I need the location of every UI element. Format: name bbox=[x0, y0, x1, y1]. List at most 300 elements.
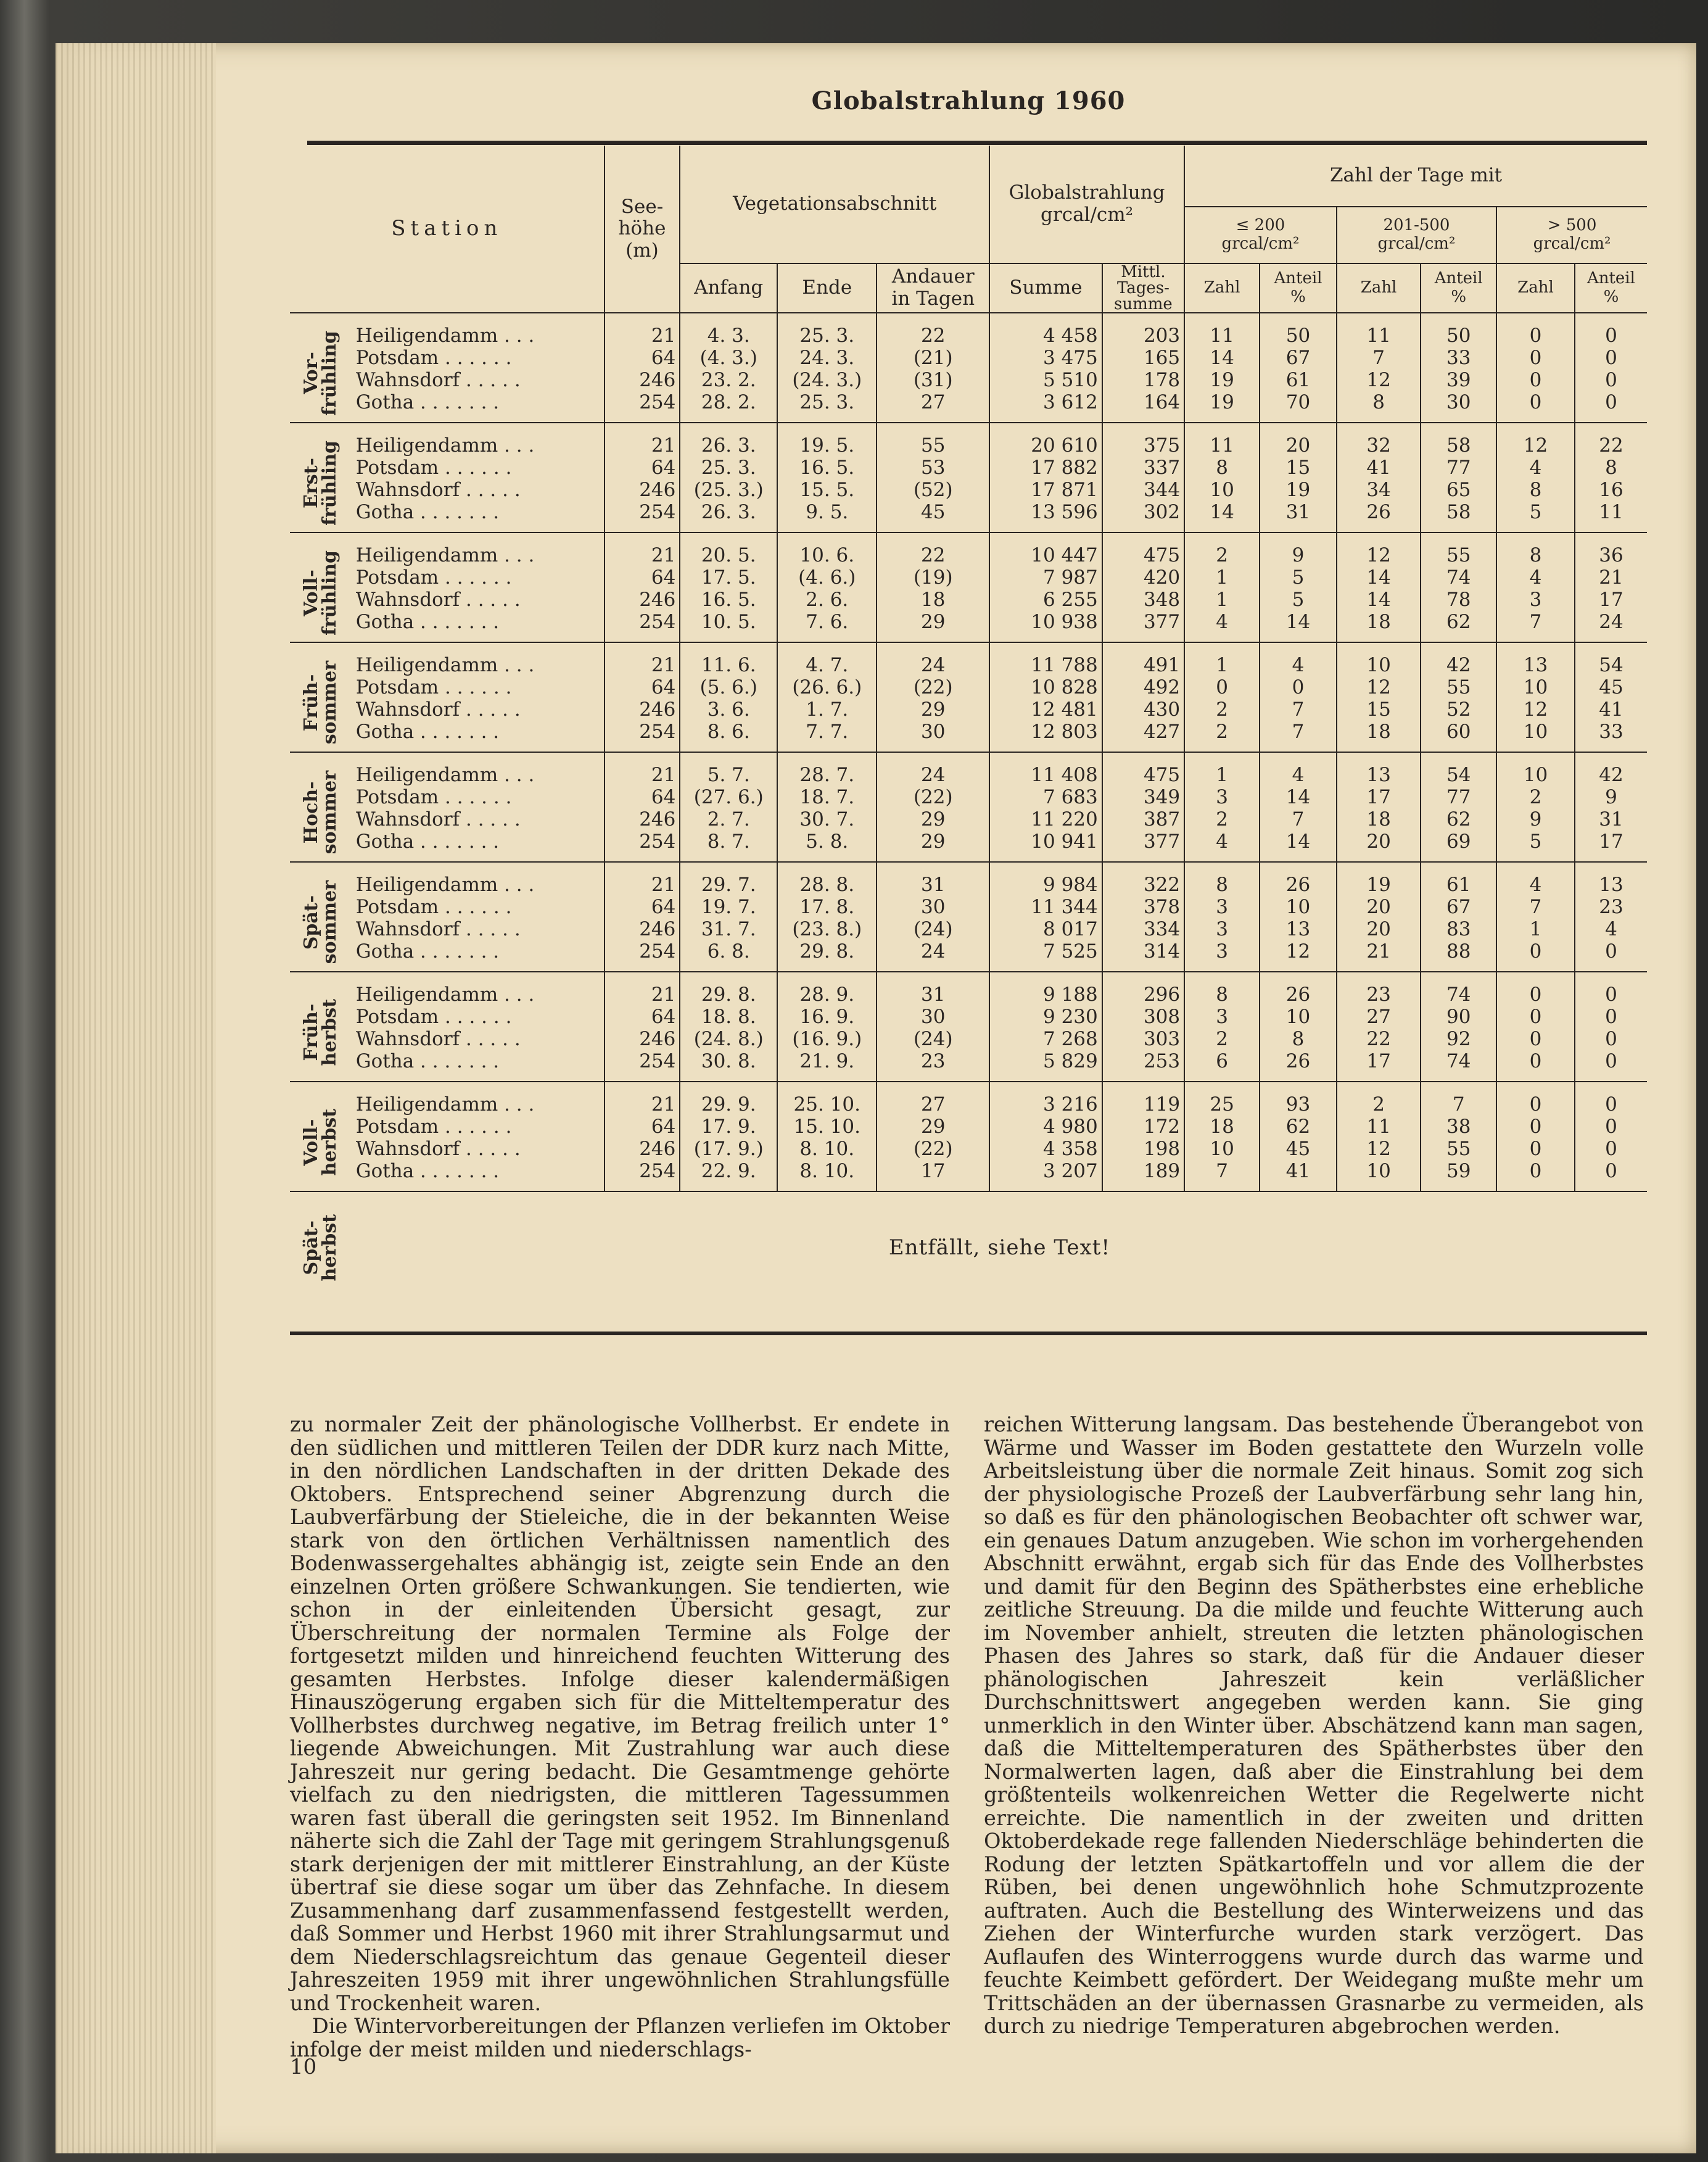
header-range3: > 500 grcal/cm² bbox=[1496, 207, 1647, 263]
table-cell: 30 bbox=[877, 896, 989, 918]
table-cell: 296 bbox=[1102, 972, 1184, 1006]
table-cell: 4 bbox=[1496, 457, 1575, 479]
station-name: Potsdam . . . . . . bbox=[355, 786, 512, 808]
table-cell: 17 bbox=[1337, 786, 1421, 808]
table-cell: 2 bbox=[1184, 721, 1260, 752]
table-cell: 64 bbox=[604, 786, 680, 808]
table-cell: 83 bbox=[1421, 918, 1496, 940]
table-cell: 12 bbox=[1337, 676, 1421, 698]
table-cell: (24) bbox=[877, 1028, 989, 1050]
table-cell: 33 bbox=[1421, 347, 1496, 369]
table-cell: 30. 8. bbox=[680, 1050, 777, 1082]
table-cell: 14 bbox=[1184, 347, 1260, 369]
table-cell: 322 bbox=[1102, 862, 1184, 896]
table-cell: 0 bbox=[1184, 676, 1260, 698]
header-zahl-1: Zahl bbox=[1184, 263, 1260, 313]
table-cell: 29 bbox=[877, 611, 989, 642]
table-cell: 4 bbox=[1260, 642, 1337, 676]
table-row bbox=[290, 566, 1647, 589]
station-name: Wahnsdorf . . . . . bbox=[355, 479, 521, 501]
header-anfang: Anfang bbox=[680, 263, 777, 313]
station-name: Wahnsdorf . . . . . bbox=[355, 1138, 521, 1160]
table-cell: 77 bbox=[1421, 786, 1496, 808]
table-cell: 1. 7. bbox=[777, 698, 877, 721]
table-cell: 12 bbox=[1496, 698, 1575, 721]
table-cell: (24. 3.) bbox=[777, 369, 877, 391]
station-name: Wahnsdorf . . . . . bbox=[355, 369, 521, 391]
table-cell: 78 bbox=[1421, 589, 1496, 611]
table-cell: 64 bbox=[604, 347, 680, 369]
table-cell: 8 bbox=[1184, 862, 1260, 896]
table-cell: 64 bbox=[604, 566, 680, 589]
table-cell: (22) bbox=[877, 676, 989, 698]
header-mittl: Mittl. Tages- summe bbox=[1102, 263, 1184, 313]
header-anteil-1: Anteil % bbox=[1260, 263, 1337, 313]
table-cell: 189 bbox=[1102, 1160, 1184, 1191]
table-cell: 13 bbox=[1575, 862, 1647, 896]
table-row bbox=[290, 940, 1647, 972]
header-seehoehe: See- höhe (m) bbox=[604, 146, 680, 313]
table-cell: 314 bbox=[1102, 940, 1184, 972]
table-cell: 28. 9. bbox=[777, 972, 877, 1006]
table-cell: (4. 3.) bbox=[680, 347, 777, 369]
station-name: Potsdam . . . . . . bbox=[355, 1006, 512, 1028]
table-cell: 25. 10. bbox=[777, 1082, 877, 1116]
table-cell: 4. 7. bbox=[777, 642, 877, 676]
station-name: Wahnsdorf . . . . . bbox=[355, 589, 521, 611]
table-cell: 1 bbox=[1184, 589, 1260, 611]
table-cell: 17 bbox=[1575, 830, 1647, 862]
table-cell: 246 bbox=[604, 808, 680, 830]
table-cell: 41 bbox=[1337, 457, 1421, 479]
table-cell: 13 bbox=[1260, 918, 1337, 940]
table-cell: 27 bbox=[877, 391, 989, 423]
table-cell: 21 bbox=[604, 972, 680, 1006]
table-cell: 22 bbox=[877, 313, 989, 347]
table-cell: 61 bbox=[1421, 862, 1496, 896]
station-name: Gotha . . . . . . . bbox=[352, 1160, 604, 1191]
table-cell: 74 bbox=[1421, 1050, 1496, 1082]
station-name: Potsdam . . . . . . bbox=[355, 457, 512, 479]
station-name: Wahnsdorf . . . . . bbox=[355, 1028, 521, 1050]
station-name: Heiligendamm . . . bbox=[355, 984, 535, 1006]
table-cell: 14 bbox=[1184, 501, 1260, 532]
table-cell: 12 bbox=[1260, 940, 1337, 972]
table-cell: 10 bbox=[1260, 896, 1337, 918]
station-name: Potsdam . . . . . . bbox=[355, 1116, 512, 1138]
table-cell: 164 bbox=[1102, 391, 1184, 423]
table-cell: 492 bbox=[1102, 676, 1184, 698]
table-cell: 7 987 bbox=[989, 566, 1102, 589]
table-cell: 10 bbox=[1337, 1160, 1421, 1191]
table-cell: 14 bbox=[1260, 830, 1337, 862]
table-cell: 178 bbox=[1102, 369, 1184, 391]
table-cell: 8 bbox=[1496, 479, 1575, 501]
table-cell: 0 bbox=[1496, 1160, 1575, 1191]
table-cell: (16. 9.) bbox=[777, 1028, 877, 1050]
table-cell: 13 bbox=[1496, 642, 1575, 676]
table-row bbox=[290, 1160, 1647, 1191]
station-name: Gotha . . . . . . . bbox=[352, 611, 604, 642]
table-cell: 5 bbox=[1496, 501, 1575, 532]
table-cell: 22. 9. bbox=[680, 1160, 777, 1191]
table-cell: 39 bbox=[1421, 369, 1496, 391]
table-cell: 20 bbox=[1337, 918, 1421, 940]
table-cell: 18. 8. bbox=[680, 1006, 777, 1028]
station-name: Potsdam . . . . . . bbox=[355, 676, 512, 698]
station-name: Heiligendamm . . . bbox=[355, 764, 535, 786]
table-cell: 427 bbox=[1102, 721, 1184, 752]
table-cell: 21 bbox=[604, 862, 680, 896]
table-cell: 253 bbox=[1102, 1050, 1184, 1082]
station-name: Gotha . . . . . . . bbox=[352, 721, 604, 752]
table-cell: 29 bbox=[877, 1116, 989, 1138]
table-cell: 67 bbox=[1421, 896, 1496, 918]
table-cell: 12 bbox=[1337, 369, 1421, 391]
table-cell: 3 475 bbox=[989, 347, 1102, 369]
table-cell: 28. 8. bbox=[777, 862, 877, 896]
table-cell: 21 bbox=[604, 532, 680, 566]
table-cell: 2 bbox=[1184, 698, 1260, 721]
table-cell: 26. 3. bbox=[680, 501, 777, 532]
table-cell: 28. 2. bbox=[680, 391, 777, 423]
table-cell: 59 bbox=[1421, 1160, 1496, 1191]
table-cell: 62 bbox=[1421, 808, 1496, 830]
table-cell: 3 bbox=[1184, 940, 1260, 972]
table-cell: 65 bbox=[1421, 479, 1496, 501]
table-cell: 20 bbox=[1260, 423, 1337, 457]
table-cell: 26 bbox=[1337, 501, 1421, 532]
table-cell: 31 bbox=[1260, 501, 1337, 532]
table-cell: 11 788 bbox=[989, 642, 1102, 676]
table-cell: 198 bbox=[1102, 1138, 1184, 1160]
table-cell: 16. 5. bbox=[777, 457, 877, 479]
table-cell: 0 bbox=[1575, 391, 1647, 423]
table-cell: 15. 10. bbox=[777, 1116, 877, 1138]
table-row bbox=[290, 611, 1647, 642]
table-cell: (22) bbox=[877, 786, 989, 808]
table-row bbox=[290, 347, 1647, 369]
season-label: Spät- herbst bbox=[300, 1214, 341, 1282]
table-cell: 50 bbox=[1260, 313, 1337, 347]
table-row bbox=[290, 1050, 1647, 1082]
table-cell: 10 bbox=[1184, 1138, 1260, 1160]
table-row bbox=[290, 423, 1647, 457]
station-name: Heiligendamm . . . bbox=[355, 874, 535, 896]
paragraph: Die Wintervorbereitungen der Pflanzen verliefen im Oktober infolge der meist milden und niederschlags- bbox=[290, 2014, 950, 2061]
table-cell: 4 bbox=[1260, 752, 1337, 786]
table-cell: 8. 10. bbox=[777, 1160, 877, 1191]
table-cell: 9 230 bbox=[989, 1006, 1102, 1028]
table-cell: 7 bbox=[1184, 1160, 1260, 1191]
station-name: Potsdam . . . . . . bbox=[355, 566, 512, 589]
table-cell: 10 bbox=[1184, 479, 1260, 501]
table-cell: 11 220 bbox=[989, 808, 1102, 830]
season-label: Spät- sommer bbox=[290, 862, 352, 972]
table-cell: 70 bbox=[1260, 391, 1337, 423]
table-cell: 246 bbox=[604, 698, 680, 721]
table-cell: 77 bbox=[1421, 457, 1496, 479]
table-cell: 246 bbox=[604, 589, 680, 611]
table-cell: 7 bbox=[1496, 611, 1575, 642]
table-cell: 17 871 bbox=[989, 479, 1102, 501]
table-cell: 64 bbox=[604, 896, 680, 918]
table-cell: 4 358 bbox=[989, 1138, 1102, 1160]
table-cell: 246 bbox=[604, 369, 680, 391]
table-cell: 41 bbox=[1575, 698, 1647, 721]
season-label: Hoch- sommer bbox=[290, 752, 352, 862]
table-cell: 0 bbox=[1575, 972, 1647, 1006]
table-cell: 8 bbox=[1496, 532, 1575, 566]
table-cell: 377 bbox=[1102, 611, 1184, 642]
table-cell: 13 596 bbox=[989, 501, 1102, 532]
table-cell: 0 bbox=[1575, 369, 1647, 391]
table-cell: 52 bbox=[1421, 698, 1496, 721]
table-cell: 26 bbox=[1260, 862, 1337, 896]
table-cell: 29 bbox=[877, 698, 989, 721]
table-cell: 24 bbox=[877, 642, 989, 676]
table-cell: 387 bbox=[1102, 808, 1184, 830]
table-cell: 0 bbox=[1575, 1082, 1647, 1116]
table-cell: 11 408 bbox=[989, 752, 1102, 786]
table-cell: 92 bbox=[1421, 1028, 1496, 1050]
table-cell: 19. 7. bbox=[680, 896, 777, 918]
table-row bbox=[290, 1116, 1647, 1138]
table-row bbox=[290, 1028, 1647, 1050]
table-cell: 7. 7. bbox=[777, 721, 877, 752]
table-cell: 53 bbox=[877, 457, 989, 479]
table-cell: 24. 3. bbox=[777, 347, 877, 369]
table-cell: 69 bbox=[1421, 830, 1496, 862]
table-cell: 24 bbox=[877, 752, 989, 786]
table-cell: 31 bbox=[877, 972, 989, 1006]
table-cell: 10 bbox=[1337, 642, 1421, 676]
table-row bbox=[290, 808, 1647, 830]
table-row bbox=[290, 391, 1647, 423]
table-cell: 62 bbox=[1421, 611, 1496, 642]
table-cell: 7. 6. bbox=[777, 611, 877, 642]
table-cell: 6 bbox=[1184, 1050, 1260, 1082]
header-vegetation: Vegetationsabschnitt bbox=[680, 146, 989, 263]
table-cell: 3. 6. bbox=[680, 698, 777, 721]
table-cell: 64 bbox=[604, 676, 680, 698]
table-cell: 58 bbox=[1421, 501, 1496, 532]
table-cell: 11 bbox=[1184, 313, 1260, 347]
header-range2: 201-500 grcal/cm² bbox=[1337, 207, 1496, 263]
table-cell: 254 bbox=[604, 1160, 680, 1191]
table-cell: 32 bbox=[1337, 423, 1421, 457]
table-cell: 25. 3. bbox=[777, 391, 877, 423]
table-cell: 10 bbox=[1260, 1006, 1337, 1028]
table-cell: 15 bbox=[1337, 698, 1421, 721]
header-anteil-2: Anteil % bbox=[1421, 263, 1496, 313]
table-cell: 34 bbox=[1337, 479, 1421, 501]
table-row bbox=[290, 457, 1647, 479]
header-anteil-3: Anteil % bbox=[1575, 263, 1647, 313]
table-cell: 165 bbox=[1102, 347, 1184, 369]
table-cell: 64 bbox=[604, 1006, 680, 1028]
table-cell: 3 612 bbox=[989, 391, 1102, 423]
table-cell: 7 525 bbox=[989, 940, 1102, 972]
table-cell: 344 bbox=[1102, 479, 1184, 501]
table-cell: 19 bbox=[1184, 391, 1260, 423]
table-cell: 11. 6. bbox=[680, 642, 777, 676]
season-label: Früh- herbst bbox=[290, 972, 352, 1082]
table-cell: 29 bbox=[877, 808, 989, 830]
table-row bbox=[290, 676, 1647, 698]
table-cell: 0 bbox=[1496, 1082, 1575, 1116]
table-cell: 29. 7. bbox=[680, 862, 777, 896]
table-cell: 19 bbox=[1184, 369, 1260, 391]
table-cell: 17. 9. bbox=[680, 1116, 777, 1138]
table-cell: 0 bbox=[1575, 1116, 1647, 1138]
text-column-right bbox=[984, 1413, 1644, 2038]
table-cell: 8 bbox=[1184, 457, 1260, 479]
table-cell: 12 bbox=[1496, 423, 1575, 457]
header-zahl-2: Zahl bbox=[1337, 263, 1421, 313]
table-cell: 17 bbox=[1575, 589, 1647, 611]
table-cell: 74 bbox=[1421, 972, 1496, 1006]
table-cell: (23. 8.) bbox=[777, 918, 877, 940]
table-cell: 45 bbox=[1575, 676, 1647, 698]
table-cell: 42 bbox=[1421, 642, 1496, 676]
table-cell: 254 bbox=[604, 501, 680, 532]
table-cell: 21 bbox=[1575, 566, 1647, 589]
table-cell: 20 bbox=[1337, 896, 1421, 918]
table-cell: 475 bbox=[1102, 752, 1184, 786]
table-cell: 29. 8. bbox=[777, 940, 877, 972]
table-cell: 7 bbox=[1421, 1082, 1496, 1116]
station-name: Potsdam . . . . . . bbox=[355, 347, 512, 369]
table-cell: 64 bbox=[604, 457, 680, 479]
station-name: Gotha . . . . . . . bbox=[352, 940, 604, 972]
table-cell: 27 bbox=[877, 1082, 989, 1116]
page-edges bbox=[56, 43, 216, 2153]
header-zahl-der-tage: Zahl der Tage mit bbox=[1184, 146, 1647, 207]
table-cell: 29 bbox=[877, 830, 989, 862]
table-cell: 22 bbox=[1337, 1028, 1421, 1050]
table-cell: 21 bbox=[1337, 940, 1421, 972]
table-row bbox=[290, 862, 1647, 896]
season-label: Vor- frühling bbox=[290, 313, 352, 423]
station-name: Heiligendamm . . . bbox=[355, 544, 535, 566]
table-cell: 3 bbox=[1184, 1006, 1260, 1028]
table-cell: 10. 5. bbox=[680, 611, 777, 642]
table-cell: 88 bbox=[1421, 940, 1496, 972]
table-cell: 430 bbox=[1102, 698, 1184, 721]
table-cell: (4. 6.) bbox=[777, 566, 877, 589]
table-cell: 19 bbox=[1337, 862, 1421, 896]
table-row bbox=[290, 313, 1647, 347]
table-cell: 61 bbox=[1260, 369, 1337, 391]
table-cell: 12 481 bbox=[989, 698, 1102, 721]
table-cell: 55 bbox=[1421, 532, 1496, 566]
table-cell: 17. 5. bbox=[680, 566, 777, 589]
table-cell: 31 bbox=[1575, 808, 1647, 830]
table-cell: 38 bbox=[1421, 1116, 1496, 1138]
table-cell: (52) bbox=[877, 479, 989, 501]
table-cell: 93 bbox=[1260, 1082, 1337, 1116]
table-cell: 0 bbox=[1496, 347, 1575, 369]
table-cell: 60 bbox=[1421, 721, 1496, 752]
table-cell: 10 bbox=[1496, 676, 1575, 698]
table-cell: 0 bbox=[1260, 676, 1337, 698]
table-cell: 41 bbox=[1260, 1160, 1337, 1191]
station-name: Gotha . . . . . . . bbox=[352, 501, 604, 532]
table-cell: 14 bbox=[1337, 566, 1421, 589]
table-cell: 21 bbox=[604, 642, 680, 676]
table-cell: 6 255 bbox=[989, 589, 1102, 611]
table-cell: 9 bbox=[1260, 532, 1337, 566]
table-row bbox=[290, 896, 1647, 918]
station-name: Wahnsdorf . . . . . bbox=[355, 698, 521, 721]
table-cell: 55 bbox=[1421, 1138, 1496, 1160]
table-cell: 7 268 bbox=[989, 1028, 1102, 1050]
table-cell: 8 017 bbox=[989, 918, 1102, 940]
table-cell: 0 bbox=[1496, 369, 1575, 391]
table-cell: 254 bbox=[604, 611, 680, 642]
table-row bbox=[290, 1082, 1647, 1116]
table-cell: 9 984 bbox=[989, 862, 1102, 896]
table-cell: 62 bbox=[1260, 1116, 1337, 1138]
table-cell: 10 bbox=[1496, 752, 1575, 786]
table-cell: 9 bbox=[1575, 786, 1647, 808]
table-cell: 12 bbox=[1337, 1138, 1421, 1160]
table-cell: 1 bbox=[1184, 566, 1260, 589]
table-cell: 19. 5. bbox=[777, 423, 877, 457]
table-cell: 491 bbox=[1102, 642, 1184, 676]
station-name: Gotha . . . . . . . bbox=[352, 830, 604, 862]
header-station: Station bbox=[290, 146, 604, 313]
table-cell: 2 bbox=[1184, 532, 1260, 566]
table-cell: 203 bbox=[1102, 313, 1184, 347]
table-cell: 15. 5. bbox=[777, 479, 877, 501]
table-cell: 254 bbox=[604, 721, 680, 752]
table-cell: 377 bbox=[1102, 830, 1184, 862]
table-cell: 0 bbox=[1575, 940, 1647, 972]
station-name: Wahnsdorf . . . . . bbox=[355, 918, 521, 940]
table-cell: 16. 5. bbox=[680, 589, 777, 611]
table-cell: 8. 6. bbox=[680, 721, 777, 752]
table-cell: 8 bbox=[1575, 457, 1647, 479]
table-cell: 0 bbox=[1575, 1006, 1647, 1028]
table-cell: 5. 7. bbox=[680, 752, 777, 786]
table-cell: 349 bbox=[1102, 786, 1184, 808]
table-cell: 4 bbox=[1496, 862, 1575, 896]
table-cell: 18 bbox=[1337, 611, 1421, 642]
table-cell: (21) bbox=[877, 347, 989, 369]
table-row bbox=[290, 786, 1647, 808]
table-cell: 2. 6. bbox=[777, 589, 877, 611]
table-cell: 45 bbox=[877, 501, 989, 532]
table-cell: 14 bbox=[1260, 611, 1337, 642]
table-cell: 30. 7. bbox=[777, 808, 877, 830]
table-cell: 10 938 bbox=[989, 611, 1102, 642]
table-cell: 18 bbox=[877, 589, 989, 611]
table-cell: 0 bbox=[1496, 313, 1575, 347]
table-cell: 246 bbox=[604, 918, 680, 940]
table-cell: 54 bbox=[1575, 642, 1647, 676]
table-cell: 337 bbox=[1102, 457, 1184, 479]
table-cell: 5 bbox=[1260, 589, 1337, 611]
station-name: Gotha . . . . . . . bbox=[352, 1050, 604, 1082]
table-cell: 0 bbox=[1496, 1006, 1575, 1028]
table-cell: 9 bbox=[1496, 808, 1575, 830]
table-cell: 1 bbox=[1184, 752, 1260, 786]
table-cell: 74 bbox=[1421, 566, 1496, 589]
table-cell: 42 bbox=[1575, 752, 1647, 786]
table-cell: 12 803 bbox=[989, 721, 1102, 752]
